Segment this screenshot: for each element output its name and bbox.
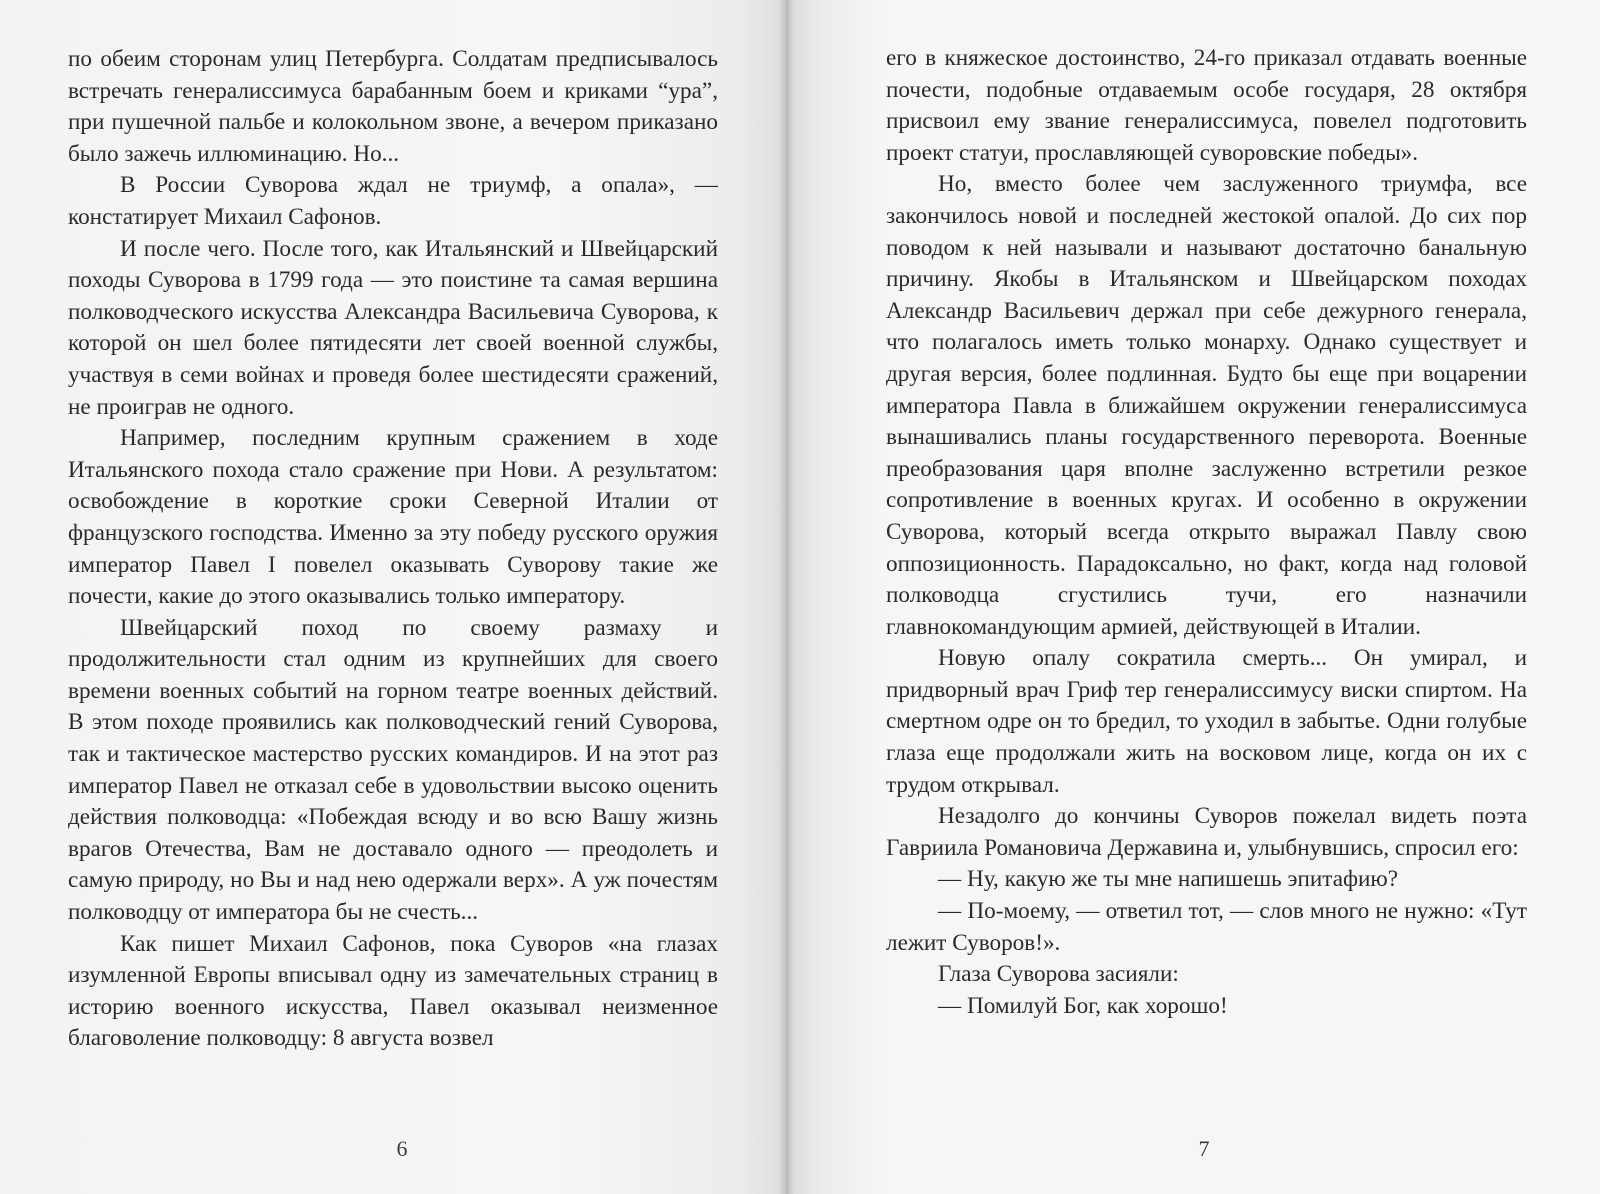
- paragraph: И после чего. После того, как Итальянский и Швейцарский походы Суворова в 1799 года — это поистине та самая вершина полководческого искусства Александра Васильевича Суворова, к которой он шел более пятидесяти лет своей военной службы, участвуя в семи войнах и проведя более шестидесяти сражений, не проиграв не одного.: [68, 235, 718, 420]
- paragraph: Новую опалу сократила смерть... Он умирал, и придворный врач Гриф тер генералиссимусу виски спиртом. На смертном одре он то бредил, то уходил в забытье. Одни голубые глаза еще продолжали жить на восковом лице, когда он их с трудом открывал.: [886, 645, 1527, 798]
- paragraph: Но, вместо более чем заслуженного триумфа, все закончилось новой и последней жестокой опалой. До сих пор поводом к ней называли и называют достаточно банальную причину. Якобы в Итальянском и Швейцарском походах Александр Васильевич держал при себе дежурного генерала, что полагалось иметь только монарху. Однако существует и другая версия, более подлинная. Будто бы еще при воцарении императора Павла в ближайшем окружении генералиссимуса вынашивались планы государственного переворота. Военные преобразования царя вполне заслуженно встретили резкое сопротивление в военных кругах. И особенно в окружении Суворова, который всегда открыто выражал Павлу свою оппозиционность. Парадоксально, но факт, когда над головой полководца сгустились тучи, его назначили главнокомандующим армией, действующей в Италии.: [886, 171, 1527, 640]
- paragraph: В России Суворова ждал не триумф, а опала», — констатирует Михаил Сафонов.: [68, 172, 718, 230]
- right-page-text: [886, 43, 1527, 1022]
- paragraph: Глаза Суворова засияли:: [938, 961, 1179, 988]
- paragraph: Например, последним крупным сражением в ходе Итальянского похода стало сражение при Нови. А результатом: освобождение в короткие сроки Северной Италии от французского господства. Именно за эту победу русского оружия император Павел I повелел оказывать Суворову такие же почести, какие до этого оказывались только императору.: [68, 425, 718, 610]
- paragraph: Незадолго до кончины Суворов пожелал видеть поэта Гавриила Романовича Державина и, улыбнувшись, спросил его:: [886, 803, 1527, 861]
- right-page: [786, 0, 1600, 1194]
- paragraph: его в княжеское достоинство, 24-го приказал отдавать военные почести, подобные отдаваемым особе государя, 28 октября присвоил ему звание генералиссимуса, повелел подготовить проект статуи, прославляющей суворовские победы».: [886, 45, 1527, 166]
- dialogue-line: — По-моему, — ответил тот, — слов много не нужно: «Тут лежит Суворов!».: [886, 898, 1527, 956]
- left-page-text: [68, 44, 718, 1055]
- paragraph: Швейцарский поход по своему размаху и продолжительности стал одним из крупнейших для своего времени военных событий на горном театре военных действий. В этом походе проявились как полководческий гений Суворова, так и тактическое мастерство русских командиров. И на этот раз император Павел не отказал себе в удовольствии высоко оценить действия полководца: «Побеждая всюду и во всю Вашу жизнь врагов Отечества, Вам не доставало одного — преодолеть и самую природу, но Вы и над нею одержали верх». А уж почестям полководцу от императора бы не счесть...: [68, 614, 718, 926]
- dialogue-line: — Помилуй Бог, как хорошо!: [938, 992, 1228, 1019]
- left-page: [0, 0, 786, 1194]
- page-number: 7: [1198, 1136, 1210, 1161]
- paragraph: Как пишет Михаил Сафонов, пока Суворов «на глазах изумленной Европы вписывал одну из замечательных страниц в историю военного искусства, Павел оказывал неизменное благоволение полководцу: 8 августа возвел: [68, 930, 718, 1052]
- page-number: 6: [396, 1136, 408, 1161]
- paragraph: по обеим сторонам улиц Петербурга. Солдатам предписывалось встречать генералиссимуса барабанным боем и криками “ура”, при пушечной пальбе и колокольном звоне, а вечером приказано было зажечь иллюминацию. Но...: [68, 46, 718, 167]
- book-gutter-shadow: [778, 0, 794, 1194]
- dialogue-line: — Ну, какую же ты мне напишешь эпитафию?: [938, 866, 1399, 893]
